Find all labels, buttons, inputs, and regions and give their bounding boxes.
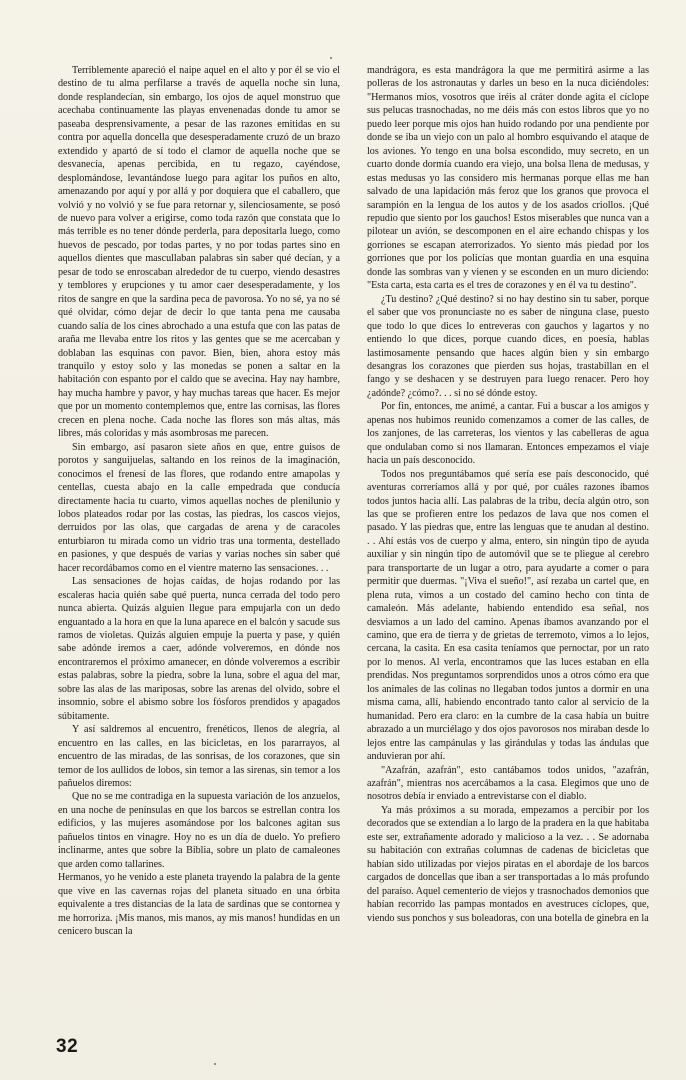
paragraph: "Azafrán, azafrán", esto cantábamos todos unidos, "azafrán, azafrán", mientras nos acercábamos a la casa. Elegimos que uno de nosotros debía ir enviado a entrevistarse con el diablo. — [367, 764, 649, 803]
paragraph: Y así saldremos al encuentro, frenéticos, llenos de alegría, al encuentro en las calles, en las bicicletas, en los pararrayos, al encuentro de las miradas, de las sonrisas, de los corazones, que sin temor de los aullidos de lobos, sin temor a las sirenas, sin temor a los pañuelos diremos: — [58, 724, 340, 790]
right-text-column — [367, 64, 649, 925]
paragraph: Hermanos, yo he venido a este planeta trayendo la palabra de la gente que vive en las cavernas rojas del planeta situado en una órbita equivalente a tres distancias de la lata de sardinas que se contornea y me horroriza. ¡Mis manos, mis manos, ay mis manos! hundidas en un cenicero buscan la — [58, 872, 340, 937]
paragraph: mandrágora, es esta mandrágora la que me permitirá asirme a las polleras de los astronautas y darles un beso en la nuca diciéndoles: "Hermanos míos, vosotros que iréis al cráter donde agita el cíclope sus pelucas trasnochadas, no me déis más con estos libros que yo no puedo leer porque mis ojos han huido rodando por una pendiente por donde se iba un viejo con un palo al hombro esquivando el ataque de los aviones. Yo tengo en una bolsa escondido, muy secreto, en un cuarto donde dormía cuando era viejo, una bolsa llena de medusas, y estas medusas yo las considero mis hermanas porque ellas me han salvado de una lapidación más feroz que los granos que provoca el sarampión en la lengua de los autos y de los asados criollos. ¡Qué repudio que siento por los gauchos! Estos miserables que nunca van a pilotear un avión, se descomponen en el aire echando chispas y los gorriones se escapan aterrorizados. Yo siento más piedad por los gorriones que por los policías que montan guardia en una esquina donde las sombras van y vienen y se esconden en un muro diciendo: "Esta carta, esta carta es el tres de corazones y en él va tu destino". — [367, 65, 649, 292]
paragraph: Todos nos preguntábamos qué sería ese país desconocido, qué aventuras correríamos allá y por qué, por cuáles razones íbamos todos juntos hacia allí. Las palabras de la tribu, decía algún otro, son las que se profieren entre los pedazos de lava que nos comen el pasado. Y las piedras que, entre las lenguas que te anudan al destino. . . Ahí estás vos de cuerpo y alma, entero, sin ningún tipo de ayuda auxiliar y sin ningún tipo de automóvil que se te pliegue al cerebro para transportarte de un lugar a otro, para ayudarte a comer o para permitir que duermas. "¡Viva el sueño!", así rezaba un cartel que, en plena ruta, vimos a un costado del camino hecho con tinta de camaleón. Más adelante, habiendo entendido esa señal, nos desviamos a un lado del camino. Apenas íbamos avanzando por el camino, que era de tierra y de grietas de terremoto, vimos a lo lejos, cercana, la casita. En esa casita teníamos que pernoctar, por un rato por lo menos. Al verla, encontramos que las luces estaban en ella prendidas. Nos preguntamos sorprendidos unos a otros cómo era que los animales de las colinas no llegaban todos juntos a dormir en una misma cama, allí, habiendo encontrado tanto calor al servicio de la humanidad. Pero era claro: en la cumbre de la casa había un buitre abrazado a un murciélago y dos ojos pavorosos nos miraban desde lo lejos entre las campánulas y las girándulas y todas las ándulas que anduvieran por ahí. — [367, 468, 649, 763]
page-number: 32 — [56, 1036, 79, 1057]
paragraph: Sin embargo, así pasaron siete años en que, entre guisos de porotos y sanguijuelas, saltando en los reinos de la imaginación, conocimos el frenesí de las flores, que rodando entre amapolas y centellas, cuesta abajo en la calle empedrada que conducía directamente hacia tu cuarto, vimos aquellas noches de plenilunio y lobos plateados rodar por las costas, las piedras, los cascos viejos, derruidos por las olas, que cargadas de arena y de caracoles enturbiaron tu mirada como un vidrio tras una tormenta, destellado en pasiones, y que después de varias y varias noches sin saber qué hacer recordábamos como en el vientre materno las sensaciones. . . — [58, 441, 340, 574]
paragraph: Las sensaciones de hojas caídas, de hojas rodando por las escaleras hacia quién sabe qué puerta, nunca cerrada del todo pero nunca abierta. Quizás alguien llegue para empujarla con un dedo enguantado a la hora en que la luna aparece en el balcón y sacude sus ramos de violetas. Quizás alguien empuje la puerta y pase, y quién sabe adónde iremos a caer, adónde volveremos, en dónde nos encontraremos el próximo amanecer, en dónde volveremos a escribir estas palabras, sobre la piedra, sobre la luna, sobre el agua del mar, sobre las alas de las mariposas, sobre las arenas del olvido, sobre el insomnio, sobre el abismo sobre los fósforos prendidos y apagados súbitamente. — [58, 576, 340, 722]
paragraph: Por fin, entonces, me animé, a cantar. Fui a buscar a los amigos y apenas nos hubimos reunido comenzamos a comer de las calles, de los zanjones, de las carreteras, los vientos y las cabelleras de agua que ondulaban como si nos llamaran. Entonces empezamos el viaje hacia un país desconocido. — [367, 401, 649, 467]
paragraph: Ya más próximos a su morada, empezamos a percibir por los decorados que se extendían a lo largo de la pradera en la que habitaba este ser, extrañamente adorado y malicioso a la vez. . . Se adornaba su habitación con extrañas columnas de cadenas de bicicletas que habían sido utilizadas por viejos piratas en el abordaje de los barcos cargados de doncellas que iban a ser transportadas a lo más profundo del paraíso. Aquel cementerio de viejos y trasnochados demonios que habían recorrido las pampas montados en avestruces cíclopes, que, viendo sus ponchos y sus boleadoras, con una botella de ginebra en la — [367, 804, 649, 924]
paragraph: ¿Tu destino? ¿Qué destino? si no hay destino sin tu saber, porque el saber que vos pronunciaste no es saber de ninguna clase, puesto que todo lo que dices lo entreveras con gauchos y lagartos y no entiendo lo que dices, porque cuando dices, en poesía, hablas lastimosamente pensando que haces algún bien y sin embargo desangras los corazones que pierden sus hojas, trastabillan en el fango y se deshacen y se destruyen para luego renacer. Pero hoy ¿adónde? ¿cómo?. . . si no sé dónde estoy. — [367, 293, 649, 399]
print-speck — [330, 57, 332, 59]
print-speck — [214, 1063, 216, 1065]
paragraph: Terriblemente apareció el naipe aquel en el alto y por él se vio el destino de tu alma perfilarse a través de aquella noche sin luna, donde resplandecían, sin embargo, los ojos de aquel monstruo que acechaba continuamente las playas envenenadas donde tu amor se paseaba desprensivamente, a pesar de las razones emitidas en su contra por aquella doncella que desesperadamente cruzó de un brazo extendido y apartó de sí todo el clamor de aquella noche que se desvanecía, apenas percibida, en tu regazo, cayéndose, desplomándose, levantándose luego para agitar los puños en alto, amenazando por aquí y por allá y por doquiera que el caballero, que volvió y no volvió y se fue para retornar y, silenciosamente, se posó de nuevo para volver a erigirse, como toda razón que constata que lo más terrible es no tener dónde perderla, para depositarla luego, como huevos de pescado, por todas partes, y no por todas partes sino en aquellos dientes que mascullaban palabras sin saber qué decían, y a pesar de todo se enroscaban alrededor de tu cuerpo, viendo desastres y temblores y erupciones y tu amor caer desesperadamente, y los ritos de sangre en que la sardina peca de pavorosa. Yo no sé, ya no sé qué olvidar, cómo dejar de decir lo que tanta pena me causaba cuando salía de los cines abrochado a una estufa que con las patas de araña me llevaba entre los ritos y las gentes que se me acercaban y doblaban las esquinas con pavor. Bien, bien, ahora estoy más tranquilo y estoy solo y las monedas se ponen a saltar en la habitación con espanto por el caldo que se avecina. Hay nay hambre, hay mucha hambre y pavor, y hay muchas tareas que hacer. Es mejor que por un momento contemplemos que, entre las cornisas, las flores crecen en plena noche. Cada noche las flores son más altas, más libres, más coloridas y más asombrosas me parecen. — [58, 65, 340, 440]
paragraph: Que no se me contradiga en la supuesta variación de los anzuelos, en una noche de penínsulas en que los barcos se estrellan contra los edificios, y las mujeres asomándose por los balcones agitan sus pañuelos tintos en vinagre. Hoy no es un día de duelo. Yo prefiero inclinarme, antes que sobre la Biblia, sobre un plato de camaleones que arden como tallarines. — [58, 791, 340, 870]
left-text-column — [58, 64, 340, 938]
